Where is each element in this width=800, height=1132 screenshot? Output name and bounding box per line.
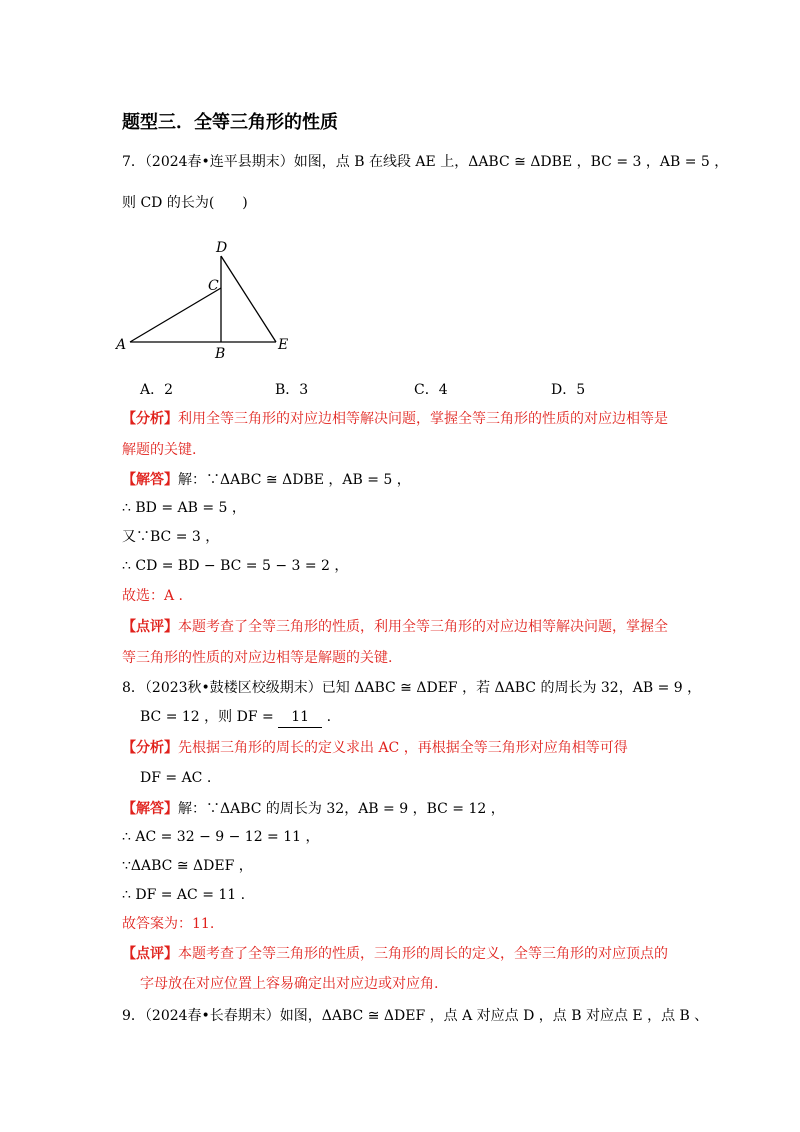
q8-stem-text: BC = 12 ，则 DF = bbox=[140, 709, 279, 725]
q7-comment-text: 本题考查了全等三角形的性质，利用全等三角形的对应边相等解决问题，掌握全 bbox=[178, 619, 668, 635]
segment-ac bbox=[130, 288, 221, 342]
q8-solution-line4: ∴ DF = AC = 11 . bbox=[122, 887, 246, 903]
label-b: B bbox=[215, 346, 226, 362]
q8-solution-line5: 故答案为：11. bbox=[122, 916, 215, 932]
q7-analysis-line1 bbox=[122, 409, 668, 429]
q8-comment-line1 bbox=[122, 944, 668, 964]
q7-analysis-tag: 【分析】 bbox=[122, 411, 178, 427]
q8-stem-end: . bbox=[322, 709, 332, 725]
label-c: C bbox=[208, 278, 219, 294]
q7-solution-line4: ∴ CD = BD − BC = 5 − 3 = 2 ， bbox=[122, 558, 349, 574]
q7-analysis-line2: 解题的关键. bbox=[122, 442, 197, 458]
q8-comment-text: 本题考查了全等三角形的性质，三角形的周长的定义，全等三角形的对应顶点的 bbox=[178, 946, 668, 962]
q7-option-c: C．4 bbox=[414, 382, 448, 398]
label-a: A bbox=[116, 337, 127, 353]
q8-solution-line3: ∵ΔABC ≅ ΔDEF ， bbox=[122, 858, 253, 874]
q7-option-b: B．3 bbox=[275, 382, 309, 398]
q7-stem-line2: 则 CD 的长为( ) bbox=[122, 195, 248, 211]
q7-option-d: D．5 bbox=[551, 382, 586, 398]
q8-comment-tag: 【点评】 bbox=[122, 946, 178, 962]
q7-figure bbox=[110, 236, 310, 364]
section-title: 题型三．全等三角形的性质 bbox=[122, 112, 338, 133]
q8-analysis-text: 先根据三角形的周长的定义求出 AC ，再根据全等三角形对应角相等可得 bbox=[178, 740, 628, 756]
q7-solution-line3: 又∵BC = 3 ， bbox=[122, 529, 220, 545]
q8-analysis-tag: 【分析】 bbox=[122, 740, 178, 756]
q7-solution-line1 bbox=[122, 470, 411, 490]
segment-de bbox=[221, 256, 276, 342]
q7-option-a: A．2 bbox=[140, 382, 174, 398]
q8-analysis-line1 bbox=[122, 738, 628, 758]
q8-stem-line2 bbox=[140, 707, 331, 728]
q7-solution-text: 解：∵ΔABC ≅ ΔDBE ，AB = 5 ， bbox=[178, 472, 411, 488]
label-e: E bbox=[278, 337, 289, 353]
q8-solution-line2: ∴ AC = 32 − 9 − 12 = 11 ， bbox=[122, 829, 320, 845]
q9-stem-line1: 9．（2024春•长春期末）如图，ΔABC ≅ ΔDEF ，点 A 对应点 D ，点 B 对应点 E ，点 B 、 bbox=[122, 1008, 709, 1024]
q7-stem-line1: 7．（2024春•连平县期末）如图，点 B 在线段 AE 上，ΔABC ≅ ΔDBE ，BC = 3 ，AB = 5 ， bbox=[122, 154, 729, 170]
q7-solution-line5: 故选：A . bbox=[122, 588, 184, 604]
label-d: D bbox=[216, 240, 228, 256]
q8-comment-line2: 字母放在对应位置上容易确定出对应边或对应角. bbox=[140, 976, 439, 992]
q7-comment-line2: 等三角形的性质的对应边相等是解题的关键. bbox=[122, 650, 393, 666]
q8-solution-tag: 【解答】 bbox=[122, 801, 178, 817]
q8-answer-blank: 11 bbox=[278, 707, 322, 728]
q7-comment-tag: 【点评】 bbox=[122, 619, 178, 635]
q7-solution-line2: ∴ BD = AB = 5 ， bbox=[122, 500, 246, 516]
q7-analysis-text: 利用全等三角形的对应边相等解决问题，掌握全等三角形的性质的对应边相等是 bbox=[178, 411, 668, 427]
q7-solution-tag: 【解答】 bbox=[122, 472, 178, 488]
q7-comment-line1 bbox=[122, 617, 668, 637]
q8-solution-line1 bbox=[122, 799, 505, 819]
q8-stem-line1: 8．（2023秋•鼓楼区校级期末）已知 ΔABC ≅ ΔDEF ，若 ΔABC 的周长为 32，AB = 9 ， bbox=[122, 680, 702, 696]
q8-solution-text: 解：∵ΔABC 的周长为 32，AB = 9 ，BC = 12 ， bbox=[178, 801, 505, 817]
q8-analysis-line2: DF = AC . bbox=[140, 770, 212, 786]
